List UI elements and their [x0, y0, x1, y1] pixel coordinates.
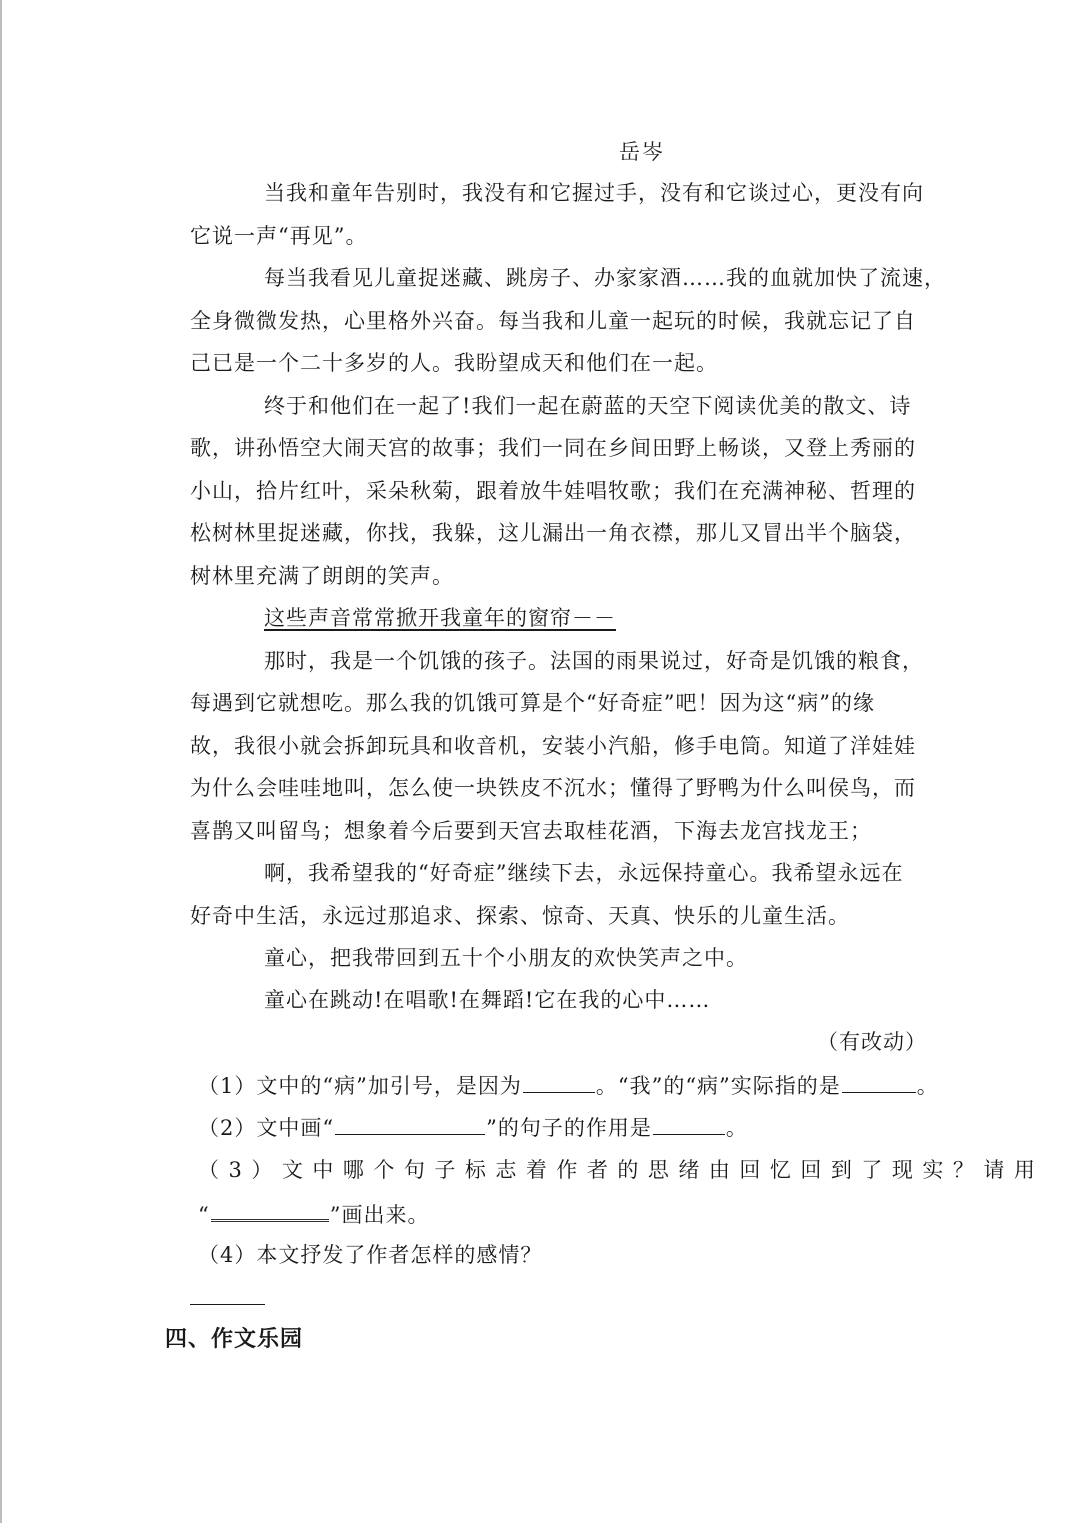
question-2-underline-sample: [335, 1112, 485, 1135]
question-1-text-b: 。“我”的“病”实际指的是: [595, 1074, 841, 1098]
passage-line: 每遇到它就想吃。那么我的饥饿可算是个“好奇症”吧！因为这“病”的缘: [190, 691, 875, 715]
question-3-line-2: [198, 1197, 430, 1230]
question-2-blank[interactable]: [653, 1112, 725, 1135]
question-1: [198, 1070, 939, 1101]
question-3-line-1: （3）文中哪个句子标志着作者的思绪由回忆回到了现实？请用: [198, 1158, 1045, 1182]
page-left-edge: [0, 0, 2, 1523]
passage-line: 那时，我是一个饥饿的孩子。法国的雨果说过，好奇是饥饿的粮食，: [264, 649, 924, 673]
question-1-blank-1[interactable]: [523, 1070, 595, 1093]
question-2-text-a: （2）文中画“: [198, 1116, 335, 1140]
passage-line: 每当我看见儿童捉迷藏、跳房子、办家家酒……我的血就加快了流速，: [264, 266, 946, 290]
passage-author: 岳岑: [619, 140, 665, 164]
question-2-text-b: ”的句子的作用是: [486, 1116, 652, 1140]
question-2-text-c: 。: [725, 1116, 748, 1140]
passage-line: 小山，拾片红叶，采朵秋菊，跟着放牛娃唱牧歌；我们在充满神秘、哲理的: [190, 479, 916, 503]
passage-line: 童心在跳动!在唱歌!在舞蹈!它在我的心中……: [264, 988, 711, 1012]
passage-line: 它说一声“再见”。: [190, 224, 368, 248]
question-4: （4）本文抒发了作者怎样的感情？: [198, 1243, 543, 1267]
passage-line: 己已是一个二十多岁的人。我盼望成天和他们在一起。: [190, 351, 718, 375]
question-3-text-a: “: [198, 1203, 210, 1227]
section-title: 四、作文乐园: [165, 1326, 304, 1352]
passage-line: 故，我很小就会拆卸玩具和收音机，安装小汽船，修手电筒。知道了洋娃娃: [190, 734, 916, 758]
question-1-text-c: 。: [916, 1074, 939, 1098]
question-3-wavy-line-sample: [211, 1197, 329, 1222]
answer-line[interactable]: [190, 1304, 265, 1305]
passage-line: 树林里充满了朗朗的笑声。: [190, 564, 454, 588]
passage-line: 歌，讲孙悟空大闹天宫的故事；我们一同在乡间田野上畅谈，又登上秀丽的: [190, 436, 916, 460]
passage-line: 松树林里捉迷藏，你找，我躲，这儿漏出一角衣襟，那儿又冒出半个脑袋，: [190, 521, 916, 545]
passage-line: 终于和他们在一起了!我们一起在蔚蓝的天空下阅读优美的散文、诗: [264, 394, 912, 418]
question-1-text-a: （1）文中的“病”加引号，是因为: [198, 1074, 522, 1098]
passage-line: 当我和童年告别时，我没有和它握过手，没有和它谈过心，更没有向: [264, 181, 924, 205]
passage-line: 为什么会哇哇地叫，怎么使一块铁皮不沉水；懂得了野鸭为什么叫侯鸟，而: [190, 776, 916, 800]
underlined-sentence: 这些声音常常掀开我童年的窗帘－－: [264, 606, 616, 630]
question-3-text-b: ”画出来。: [329, 1203, 430, 1227]
passage-line: 啊，我希望我的“好奇症”继续下去，永远保持童心。我希望永远在: [264, 861, 904, 885]
passage-line: 喜鹊又叫留鸟；想象着今后要到天宫去取桂花酒，下海去龙宫找龙王；: [190, 819, 872, 843]
question-2: [198, 1112, 748, 1143]
passage-line: 全身微微发热，心里格外兴奋。每当我和儿童一起玩的时候，我就忘记了自: [190, 309, 916, 333]
source-note: （有改动）: [817, 1030, 927, 1054]
passage-line: 好奇中生活，永远过那追求、探索、惊奇、天真、快乐的儿童生活。: [190, 904, 850, 928]
passage-line: 童心，把我带回到五十个小朋友的欢快笑声之中。: [264, 946, 748, 970]
question-1-blank-2[interactable]: [842, 1070, 916, 1093]
